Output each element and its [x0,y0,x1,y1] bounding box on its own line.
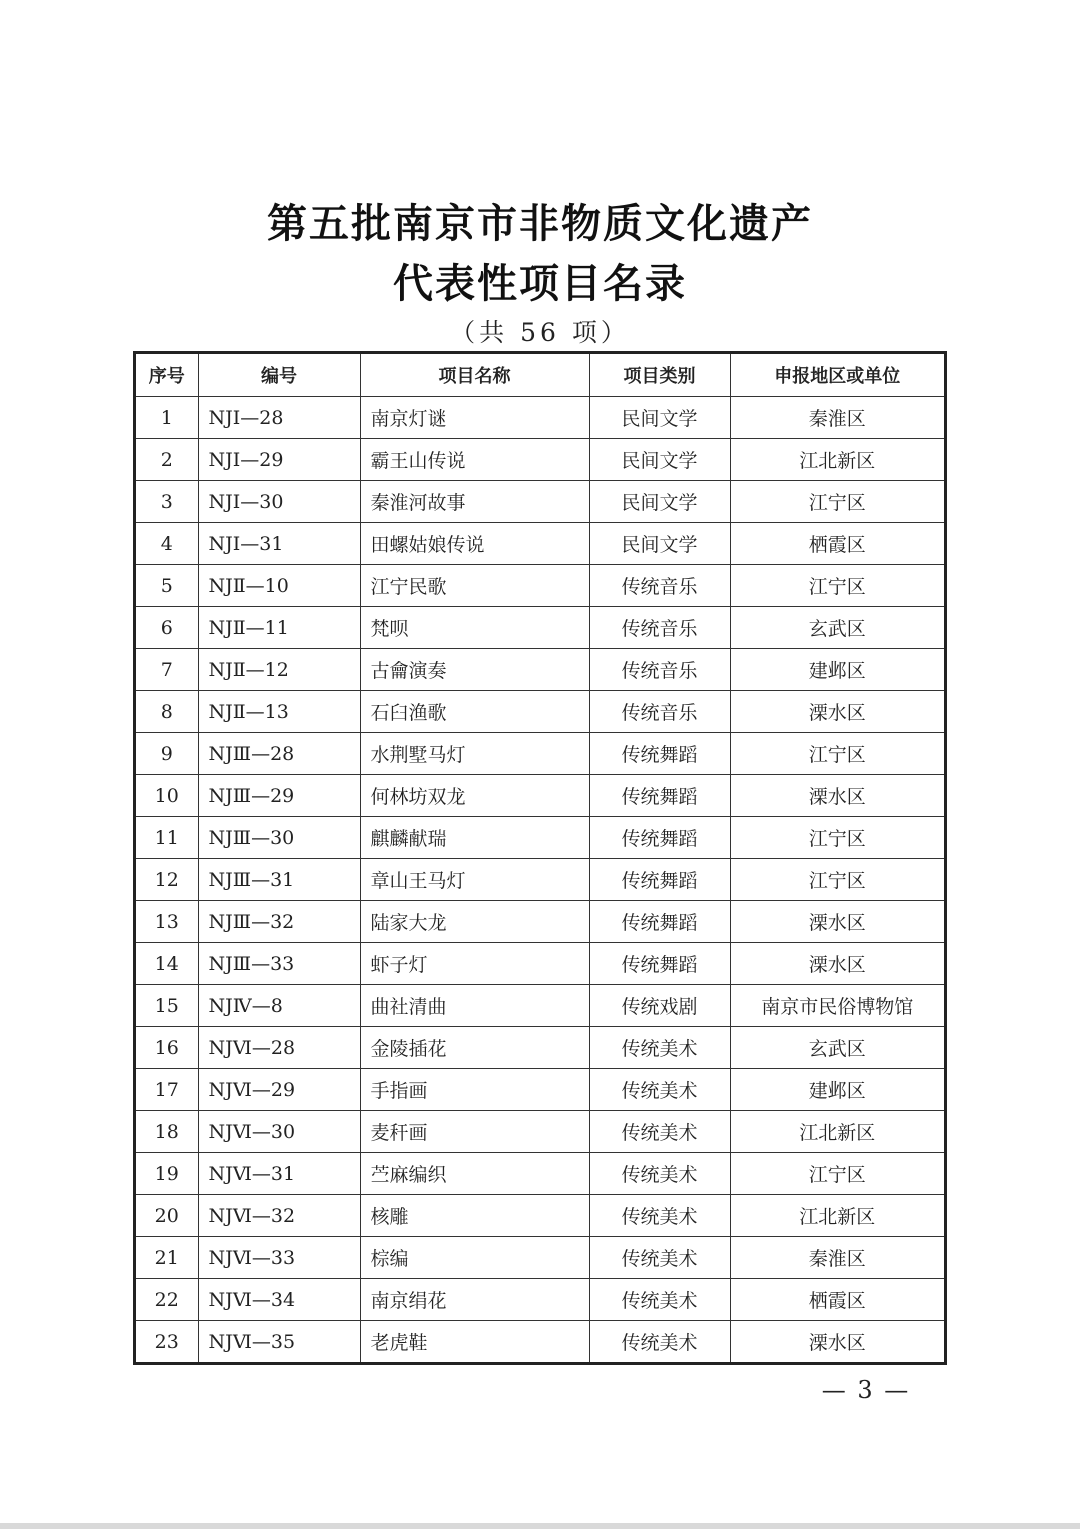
cell-project-category: 民间文学 [589,523,730,565]
cell-project-category: 民间文学 [589,439,730,481]
header-seq: 序号 [136,354,198,397]
header-code: 编号 [198,354,360,397]
cell-code: NJⅥ—34 [198,1279,360,1321]
cell-project-category: 传统舞蹈 [589,901,730,943]
cell-project-name: 水荆墅马灯 [360,733,589,775]
cell-seq: 17 [136,1069,198,1111]
cell-code: NJⅢ—29 [198,775,360,817]
cell-region: 江北新区 [730,1111,944,1153]
table-row [136,775,944,817]
cell-project-category: 民间文学 [589,397,730,439]
cell-code: NJⅢ—30 [198,817,360,859]
cell-region: 玄武区 [730,607,944,649]
cell-project-name: 虾子灯 [360,943,589,985]
cell-seq: 2 [136,439,198,481]
table-row [136,1321,944,1363]
cell-project-category: 传统美术 [589,1321,730,1363]
cell-project-category: 传统美术 [589,1153,730,1195]
cell-code: NJⅣ—8 [198,985,360,1027]
cell-region: 建邺区 [730,649,944,691]
cell-seq: 4 [136,523,198,565]
cell-project-category: 传统美术 [589,1195,730,1237]
header-region: 申报地区或单位 [730,354,944,397]
header-project-category: 项目类别 [589,354,730,397]
cell-seq: 13 [136,901,198,943]
cell-code: NJⅥ—31 [198,1153,360,1195]
table-row [136,1153,944,1195]
cell-project-name: 核雕 [360,1195,589,1237]
cell-project-name: 曲社清曲 [360,985,589,1027]
cell-project-name: 麒麟献瑞 [360,817,589,859]
cell-code: NJⅢ—32 [198,901,360,943]
cell-project-name: 秦淮河故事 [360,481,589,523]
cell-region: 江宁区 [730,733,944,775]
table-row [136,1027,944,1069]
table-row [136,985,944,1027]
cell-project-name: 江宁民歌 [360,565,589,607]
cell-project-category: 传统舞蹈 [589,943,730,985]
cell-seq: 1 [136,397,198,439]
table-row [136,523,944,565]
cell-code: NJⅢ—33 [198,943,360,985]
cell-project-category: 传统音乐 [589,691,730,733]
cell-seq: 15 [136,985,198,1027]
document-subtitle: （共 56 项） [450,318,630,347]
cell-project-category: 传统美术 [589,1237,730,1279]
cell-code: NJⅠ—30 [198,481,360,523]
cell-code: NJⅡ—12 [198,649,360,691]
cell-seq: 14 [136,943,198,985]
cell-project-category: 传统音乐 [589,649,730,691]
table-row [136,565,944,607]
cell-region: 江北新区 [730,1195,944,1237]
cell-seq: 11 [136,817,198,859]
cell-region: 江宁区 [730,859,944,901]
cell-seq: 3 [136,481,198,523]
cell-region: 溧水区 [730,901,944,943]
cell-code: NJⅡ—13 [198,691,360,733]
cell-project-category: 传统美术 [589,1279,730,1321]
table-row [136,1111,944,1153]
table-row [136,943,944,985]
cell-project-category: 传统美术 [589,1027,730,1069]
table-row [136,1069,944,1111]
cell-region: 江北新区 [730,439,944,481]
cell-code: NJⅢ—31 [198,859,360,901]
cell-project-name: 南京灯谜 [360,397,589,439]
cell-seq: 5 [136,565,198,607]
cell-code: NJⅢ—28 [198,733,360,775]
cell-seq: 18 [136,1111,198,1153]
table-row [136,607,944,649]
cell-code: NJⅥ—33 [198,1237,360,1279]
heritage-list-table [133,351,947,1365]
cell-project-category: 传统舞蹈 [589,733,730,775]
cell-code: NJⅡ—10 [198,565,360,607]
cell-region: 江宁区 [730,1153,944,1195]
cell-project-name: 老虎鞋 [360,1321,589,1363]
table-row [136,481,944,523]
cell-code: NJⅠ—31 [198,523,360,565]
table-row [136,1195,944,1237]
page-number: — 3 — [821,1376,911,1404]
cell-project-category: 传统戏剧 [589,985,730,1027]
cell-region: 溧水区 [730,691,944,733]
cell-project-name: 章山王马灯 [360,859,589,901]
cell-seq: 20 [136,1195,198,1237]
cell-code: NJⅡ—11 [198,607,360,649]
cell-region: 南京市民俗博物馆 [730,985,944,1027]
cell-project-name: 棕编 [360,1237,589,1279]
table-row [136,649,944,691]
cell-region: 溧水区 [730,943,944,985]
cell-project-category: 传统音乐 [589,607,730,649]
cell-code: NJⅠ—29 [198,439,360,481]
table-row [136,817,944,859]
cell-project-name: 南京绢花 [360,1279,589,1321]
cell-region: 栖霞区 [730,523,944,565]
cell-seq: 8 [136,691,198,733]
cell-seq: 12 [136,859,198,901]
cell-project-category: 传统舞蹈 [589,775,730,817]
cell-project-category: 民间文学 [589,481,730,523]
table-row [136,1237,944,1279]
cell-seq: 16 [136,1027,198,1069]
cell-project-name: 石臼渔歌 [360,691,589,733]
cell-project-name: 田螺姑娘传说 [360,523,589,565]
cell-seq: 21 [136,1237,198,1279]
cell-region: 江宁区 [730,817,944,859]
table-row [136,397,944,439]
cell-seq: 9 [136,733,198,775]
cell-region: 溧水区 [730,775,944,817]
document-title-line1: 第五批南京市非物质文化遗产 [267,201,813,247]
cell-code: NJⅥ—32 [198,1195,360,1237]
document-title-line2: 代表性项目名录 [393,261,687,307]
cell-project-name: 何林坊双龙 [360,775,589,817]
cell-code: NJⅥ—29 [198,1069,360,1111]
header-project-name: 项目名称 [360,354,589,397]
cell-region: 栖霞区 [730,1279,944,1321]
cell-seq: 22 [136,1279,198,1321]
cell-region: 江宁区 [730,565,944,607]
cell-project-name: 金陵插花 [360,1027,589,1069]
cell-project-name: 手指画 [360,1069,589,1111]
cell-seq: 19 [136,1153,198,1195]
cell-region: 江宁区 [730,481,944,523]
cell-project-name: 陆家大龙 [360,901,589,943]
cell-project-category: 传统舞蹈 [589,859,730,901]
cell-region: 溧水区 [730,1321,944,1363]
cell-code: NJⅥ—28 [198,1027,360,1069]
cell-project-category: 传统舞蹈 [589,817,730,859]
cell-project-category: 传统美术 [589,1111,730,1153]
cell-project-name: 麦秆画 [360,1111,589,1153]
cell-code: NJⅠ—28 [198,397,360,439]
cell-project-name: 苎麻编织 [360,1153,589,1195]
cell-region: 玄武区 [730,1027,944,1069]
table-body [136,397,944,1363]
cell-code: NJⅥ—35 [198,1321,360,1363]
cell-project-category: 传统音乐 [589,565,730,607]
table-row [136,733,944,775]
cell-project-name: 霸王山传说 [360,439,589,481]
table-header-row [136,354,944,397]
table-row [136,901,944,943]
cell-project-category: 传统美术 [589,1069,730,1111]
cell-region: 建邺区 [730,1069,944,1111]
cell-project-name: 梵呗 [360,607,589,649]
cell-seq: 23 [136,1321,198,1363]
cell-seq: 7 [136,649,198,691]
table-row [136,439,944,481]
table-row [136,1279,944,1321]
cell-code: NJⅥ—30 [198,1111,360,1153]
table-row [136,859,944,901]
cell-seq: 6 [136,607,198,649]
table-row [136,691,944,733]
cell-seq: 10 [136,775,198,817]
cell-project-name: 古龠演奏 [360,649,589,691]
bottom-edge [0,1523,1080,1529]
cell-region: 秦淮区 [730,397,944,439]
cell-region: 秦淮区 [730,1237,944,1279]
